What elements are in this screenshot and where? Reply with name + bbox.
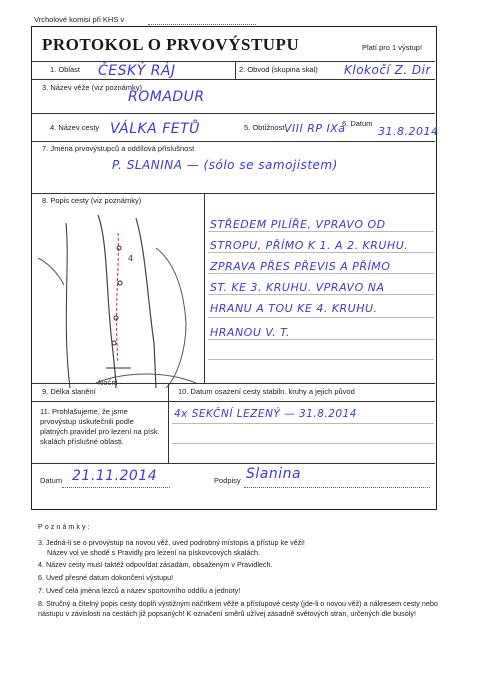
- popis-line-3[interactable]: ZPRAVA PŘES PŘEVIS A PŘÍMO: [210, 260, 391, 273]
- datum-podpis-label: Datum: [40, 476, 63, 485]
- dotline: [62, 487, 170, 488]
- ruled-line: [172, 423, 434, 424]
- ruled-line: [208, 252, 434, 253]
- note-item: 3. Jedná-li se o prvovýstup na novou věž, uved podrobný místopis a přístup ke věži!: [38, 538, 305, 547]
- page-title: PROTOKOL O PRVOVÝSTUPU: [42, 35, 300, 54]
- divider: [32, 383, 435, 384]
- popis-line-6[interactable]: HRANOU V. T.: [210, 326, 291, 339]
- ruled-line: [208, 231, 434, 232]
- popis-line-5[interactable]: HRANU A TOU KE 4. KRUHU.: [210, 302, 378, 315]
- slaneni-label: 9. Délka slanění: [42, 387, 96, 396]
- datum-label: 6. Datum: [342, 119, 373, 128]
- divider: [32, 61, 435, 62]
- divider: [235, 61, 236, 79]
- popis-line-2[interactable]: STROPU, PŘÍMO K 1. A 2. KRUHU.: [210, 239, 409, 252]
- notes-heading: Poznámky:: [38, 522, 92, 531]
- divider: [32, 141, 435, 142]
- divider: [32, 113, 435, 114]
- popis-line-4[interactable]: ST. KE 3. KRUHU. VPRAVO NA: [210, 281, 385, 294]
- protocol-form: [31, 26, 437, 510]
- obvod-label: 2. Obvod (skupina skal): [239, 65, 318, 74]
- divider: [168, 383, 169, 401]
- divider: [168, 401, 169, 463]
- popis-line-1[interactable]: STŘEDEM PILÍŘE, VPRAVO OD: [210, 218, 386, 231]
- note-item: 8. Stručný a čitelný popis cesty doplň výstižným náčrtkem věže a přístupové cesty (jde-li o novou věž) a nákresem cesty nebo nástupu v závislosti na cestách již popsaných! K označení směrů užívej zásadně světových stran, určených dle busoly!: [38, 599, 438, 618]
- vez-value[interactable]: ROMADUR: [128, 89, 205, 105]
- oblast-value[interactable]: ČESKÝ RÁJ: [98, 63, 176, 79]
- note-item: 6. Uveď přesné datum dokončení výstupu!: [38, 573, 174, 582]
- divider: [204, 193, 205, 383]
- note-item: Název vol ve shodě s Pravidly pro lezení na pískovcových skalách.: [47, 548, 260, 557]
- dotline: [244, 487, 430, 488]
- ruled-line: [172, 443, 434, 444]
- sketch-number: 4: [128, 254, 134, 263]
- podpisy-value[interactable]: Slanina: [246, 466, 302, 482]
- datum-podpis-value[interactable]: 21.11.2014: [72, 468, 158, 484]
- valid-note: Platí pro 1 výstup!: [362, 43, 423, 52]
- committee-label: Vrcholové komisi při KHS v: [34, 15, 125, 24]
- route-sketch: [36, 203, 201, 388]
- divider: [32, 401, 435, 402]
- note-item: 4. Název cesty musí taktéž odpovídat zásadám, obsaženým v Pravidlech.: [38, 560, 273, 569]
- committee-dotline: [148, 24, 256, 25]
- note-item: 7. Uveď celá jména lezců a název sportovního oddílu a jednoty!: [38, 586, 241, 595]
- divider: [32, 463, 435, 464]
- vez-label: 3. Název věže (viz poznámky): [42, 83, 143, 92]
- prohlaseni-text: 11. Prohlašujeme, že jsme prvovýstup uskutečnili podle platných pravidel pro lezení na písk. skalách příslušné oblasti.: [40, 407, 160, 446]
- oblast-label: 1. Oblast: [50, 65, 81, 74]
- datum-value[interactable]: 31.8.2014: [378, 125, 439, 138]
- ruled-line: [208, 273, 434, 274]
- podpisy-label: Podpisy: [214, 476, 241, 485]
- ruled-line: [208, 339, 434, 340]
- cesta-value[interactable]: VÁLKA FETŮ: [110, 121, 200, 137]
- cesta-label: 4. Název cesty: [50, 123, 100, 132]
- topo-label: Nočni: [98, 379, 118, 387]
- prvovystupci-label: 7. Jména prvovýstupců a oddílová příslušnost: [42, 144, 195, 153]
- osazeni-value[interactable]: 4x SEKČNÍ LEZENÝ — 31.8.2014: [174, 408, 357, 420]
- divider: [32, 79, 435, 80]
- ruled-line: [208, 359, 434, 360]
- obtiznost-value[interactable]: VIII RP IXa: [284, 122, 346, 135]
- osazeni-label: 10. Datum osazení cesty stabiln. kruhy a jejich původ: [178, 387, 355, 396]
- popis-label: 8. Popis cesty (viz poznámky): [42, 196, 142, 205]
- ruled-line: [208, 317, 434, 318]
- divider: [32, 193, 435, 194]
- obvod-value[interactable]: Klokočí Z. Dir: [344, 63, 431, 77]
- prvovystupci-value[interactable]: P. SLANINA — (sólo se samojistem): [112, 158, 338, 172]
- obtiznost-label: 5. Obtížnost: [244, 123, 285, 132]
- ruled-line: [208, 294, 434, 295]
